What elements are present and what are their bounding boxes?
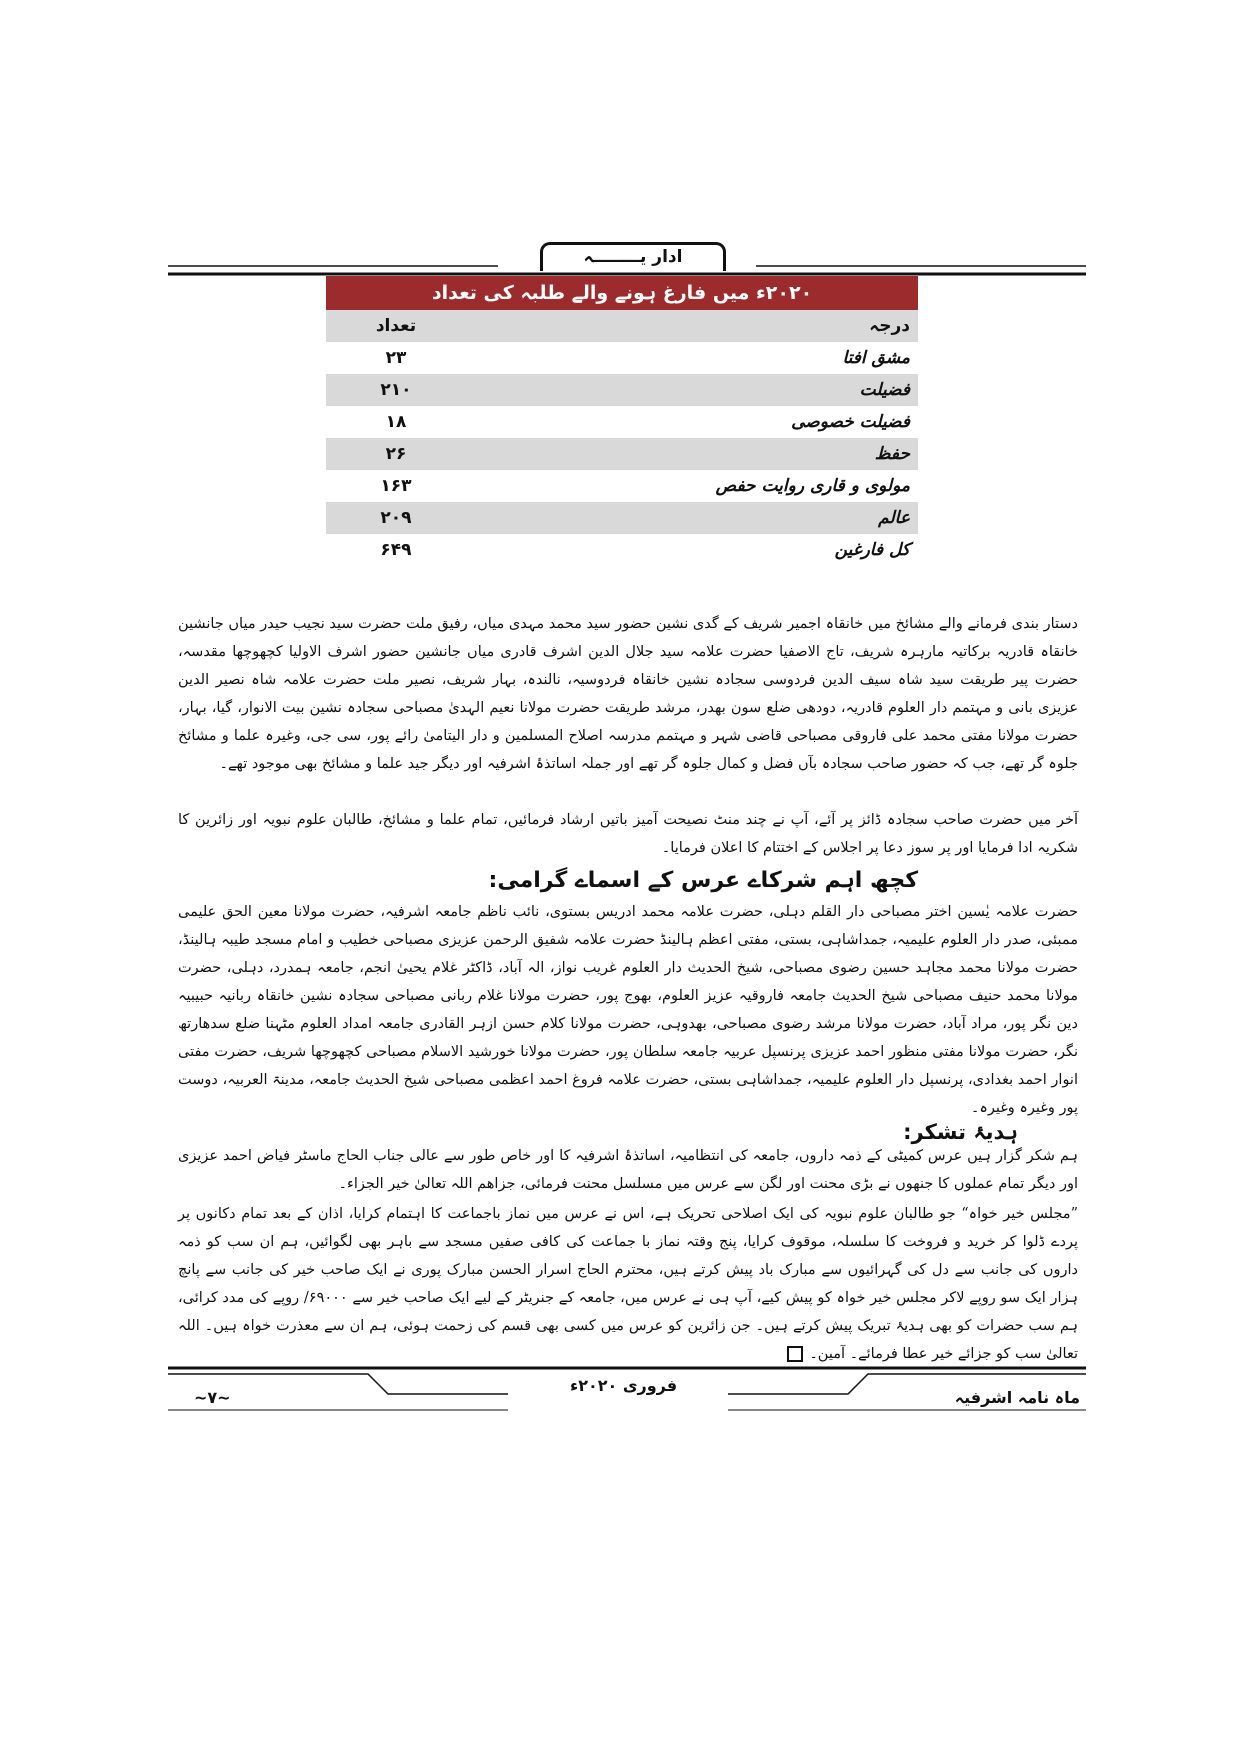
- row-count: ۱۶۳: [380, 476, 412, 496]
- paragraph-majlis-text: ”مجلس خیر خواہ“ جو طالبان علوم نبویہ کی ایک اصلاحی تحریک ہے، اس نے عرس میں نماز باجماعت کا اہتمام کرایا، اذان کے بعد تمام دکانوں پر پردے ڈلوا کر خرید و فروخت کا سلسلہ، موقوف کرایا، پنج وقتہ نماز با جماعت کی کافی صفیں مسجد سے باہر بھی لگوائیں، ہم ان سب کو ذمہ داروں کی جانب سے دل کی گہرائیوں سے مبارک باد پیش کرتے ہیں، محترم الحاج اسرار الحسن مبارک پوری نے ایک صاحب خیر کی جانب سے پانچ ہزار ایک سو روپے لاکر مجلس خیر خواہ کو پیش کیے، آپ ہی نے عرس میں، جامعہ کے جنریٹر کے لیے ایک صاحب خیر سے ۶۹۰۰۰/ روپے کی مدد کرائی، ہم سب حضرات کو بھی ہدیۂ تبریک پیش کرتے ہیں۔ جن زائرین کو عرس میں کسی بھی قسم کی زحمت ہوئی، ہم ان سے معذرت خواہ ہیں۔ اللہ تعالیٰ سب کو جزائے خیر عطا فرمائے۔ آمین۔: [178, 1206, 1078, 1362]
- row-level: کل فارغین: [834, 540, 910, 560]
- paragraph-dastarbandi: دستار بندی فرمانے والے مشائخ میں خانقاہ اجمیر شریف کے گدی نشین حضور سید محمد مہدی میاں، رفیق ملت حضرت سید نجیب حیدر میاں جانشین خانقاہ قادریہ برکاتیہ مارہرہ شریف، تاج الاصفیا حضرت علامہ سید جلال الدین اشرف قادری میاں جانشین حضور اشرف الاولیا کچھوچھا مقدسہ، حضرت پیر طریقت سید شاہ سیف الدین فردوسی سجادہ نشین خانقاہ فردوسیہ، نالندہ، بہار شریف، نصیر ملت حضرت علامہ شاہ نصیر الدین عزیزی بانی و مہتمم دار العلوم قادریہ، دودھی ضلع سون بھدر، مرشد طریقت حضرت مولانا نعیم الہدیٰ مصباحی سجادہ نشین بیت الانوار، گیا، بہار، حضرت مولانا مفتی محمد علی فاروقی مصباحی قاضی شہر و مہتمم مدرسہ اصلاح المسلمین و دار الیتامیٰ رائے پور، سی جی، وغیرہ علما و مشائخ جلوہ گر تھے، جب کہ حضور صاحب سجادہ بآں فضل و کمال جلوہ گر تھے اور جملہ اساتذۂ اشرفیہ اور دیگر جید علما و مشائخ بھی موجود تھے۔: [178, 616, 1078, 772]
- table-title: ۲۰۲۰ء میں فارغ ہونے والے طلبہ کی تعداد: [326, 276, 918, 310]
- footer-page-number: ~۷~: [194, 1388, 231, 1407]
- section-tab: ادار یــــــــہ: [540, 242, 726, 271]
- table-row: [326, 342, 918, 374]
- row-level: حفظ: [874, 444, 910, 464]
- table-header-row: [326, 310, 918, 342]
- column-level-header: درجہ: [869, 316, 910, 336]
- column-count-header: تعداد: [375, 316, 417, 336]
- row-count: ۲۶: [385, 444, 407, 464]
- table-row: [326, 438, 918, 470]
- end-of-article-icon: [787, 1346, 803, 1362]
- graduates-table: [326, 276, 918, 566]
- heading-thanks: ہدیۂ تشکر:: [903, 1120, 1018, 1144]
- row-count: ۱۸: [385, 412, 407, 432]
- table-row: [326, 406, 918, 438]
- row-count: ۶۴۹: [380, 540, 412, 560]
- row-level: فضیلت خصوصی: [791, 412, 910, 432]
- table-row: [326, 374, 918, 406]
- footer-date: فروری ۲۰۲۰ء: [570, 1376, 678, 1395]
- paragraph-participants: حضرت علامہ یٰسین اختر مصباحی دار القلم دہلی، حضرت علامہ محمد ادریس بستوی، نائب ناظم جامعہ اشرفیہ، حضرت مولانا معین الحق علیمی ممبئی، صدر دار العلوم علیمیہ، جمداشاہی، بستی، مفتی اعظم ہالینڈ حضرت علامہ شفیق الرحمن عزیزی مصباحی خطیب و امام مسجد طیبہ ہالینڈ، حضرت مولانا محمد مجاہد حسین رضوی مصباحی، شیخ الحدیث دار العلوم غریب نواز، الہ آباد، ڈاکٹر غلام یحییٰ انجم، جامعہ ہمدرد، دہلی، حضرت مولانا محمد حنیف مصباحی شیخ الحدیث جامعہ فاروقیہ عزیز العلوم، بھوج پور، حضرت مولانا غلام ربانی مصباحی سجادہ نشین خانقاہ ربانیہ حبیبیہ دین نگر پور، مراد آباد، حضرت مولانا مرشد رضوی مصباحی، بھدوہی، حضرت مولانا کلام حسن ازہر القادری جامعہ امداد العلوم مٹہنا ضلع سدھارتھ نگر، حضرت مولانا مفتی منظور احمد عزیزی پرنسپل عربیہ جامعہ سلطان پور، حضرت مولانا خورشید الاسلام مصباحی کچھوچھا شریف، حضرت مفتی انوار احمد بغدادی، پرنسپل دار العلوم علیمیہ، جمداشاہی بستی، حضرت علامہ فروغ احمد اعظمی مصباحی شیخ الحدیث جامعہ، مدینۃ العربیہ، دوست پور وغیرہ وغیرہ۔: [178, 904, 1078, 1116]
- row-level: فضیلت: [859, 380, 910, 400]
- row-count: ۲۰۹: [380, 508, 412, 528]
- row-level: مولوی و قاری روایت حفص: [715, 476, 910, 496]
- paragraph-thanks: ہم شکر گزار ہیں عرس کمیٹی کے ذمہ داروں، جامعہ کی انتظامیہ، اساتذۂ اشرفیہ کا اور خاص طور سے عالی جناب الحاج ماسٹر فیاض احمد عزیزی اور دیگر تمام عملوں کا جنھوں نے بڑی محنت اور لگن سے عرس میں مسلسل محنت فرمائی، جزاھم اللہ تعالیٰ خیر الجزاء۔: [178, 1148, 1078, 1192]
- paragraph-majlis: [178, 1200, 1078, 1368]
- row-level: عالم: [878, 508, 910, 528]
- row-level: مشق افتا: [842, 348, 910, 368]
- footer-magazine-name: ماہ نامہ اشرفیہ: [954, 1388, 1080, 1407]
- table-row: [326, 470, 918, 502]
- table-row: [326, 502, 918, 534]
- paragraph-closing: آخر میں حضرت صاحب سجادہ ڈائز پر آئے، آپ نے چند منٹ نصیحت آمیز باتیں ارشاد فرمائیں، تمام علما و مشائخ، طالبان علوم نبویہ اور زائرین کا شکریہ ادا فرمایا اور پر سوز دعا پر اجلاس کے اختتام کا اعلان فرمایا۔: [178, 812, 1078, 856]
- heading-participants: کچھ اہم شرکاے عرس کے اسماے گرامی:: [488, 868, 918, 893]
- row-count: ۲۱۰: [380, 380, 412, 400]
- row-count: ۲۳: [385, 348, 407, 368]
- table-row-total: [326, 534, 918, 566]
